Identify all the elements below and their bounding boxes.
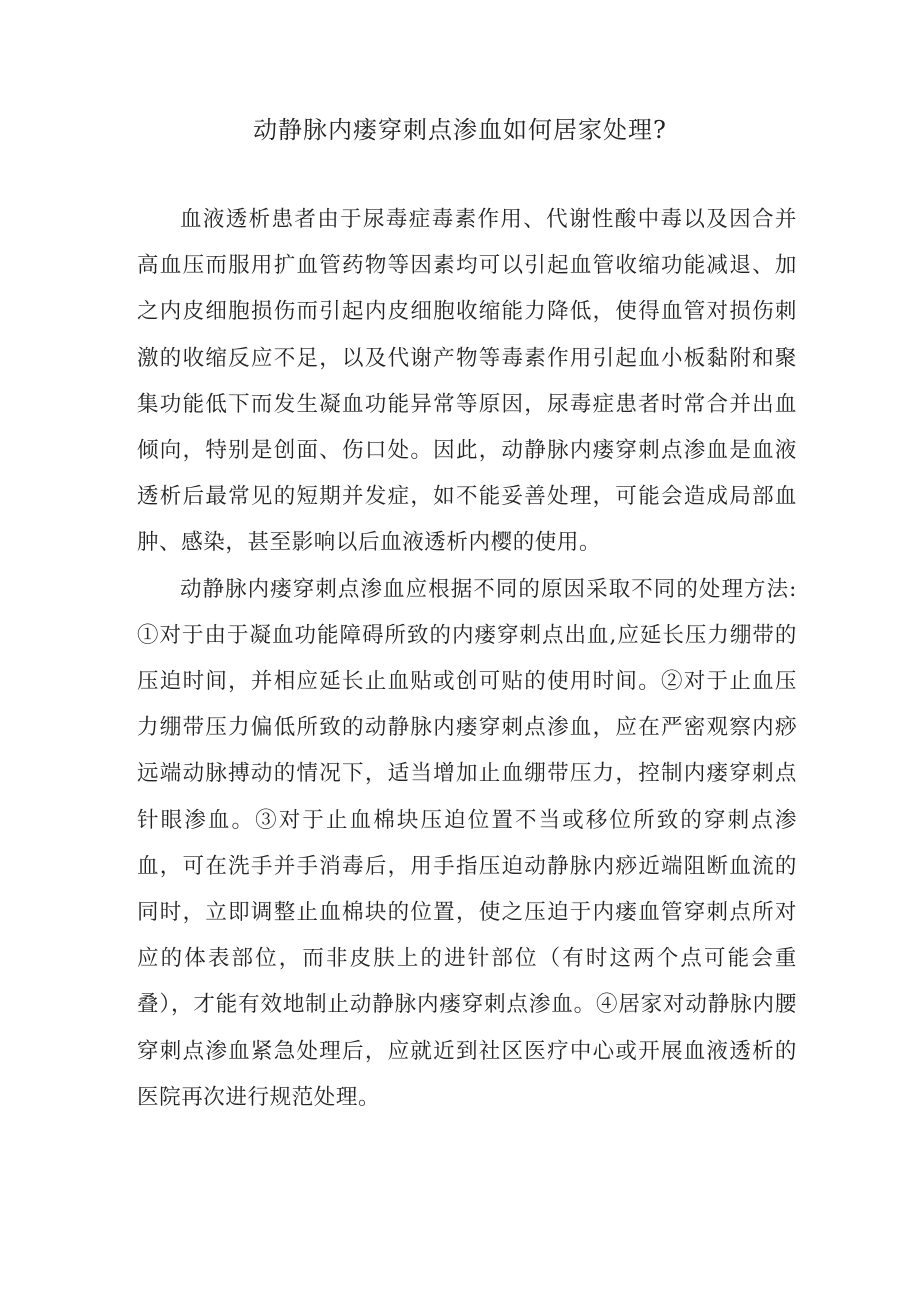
document-body [137, 197, 797, 1121]
paragraph-causes: 血液透析患者由于尿毒症毒素作用、代谢性酸中毒以及因合并高血压而服用扩血管药物等因素均可以引起血管收缩功能减退、加之内皮细胞损伤而引起内皮细胞收缩能力降低，使得血管对损伤刺激的收缩反应不足，以及代谢产物等毒素作用引起血小板黏附和聚集功能低下而发生凝血功能异常等原因，尿毒症患者时常合并出血倾向，特别是创面、伤口处。因此，动静脉内瘘穿刺点渗血是血液透析后最常见的短期并发症，如不能妥善处理，可能会造成局部血肿、感染，甚至影响以后血液透析内樱的使用。 [137, 207, 797, 556]
document-title: 动静脉内瘘穿刺点渗血如何居家处理? [253, 116, 667, 144]
paragraph-treatment: 动静脉内瘘穿刺点渗血应根据不同的原因采取不同的处理方法:①对于由于凝血功能障碍所致的内瘘穿刺点出血,应延长压力绷带的压迫时间，并相应延长止血贴或创可贴的使用时间。②对于止血压力绷带压力偏低所致的动静脉内瘘穿刺点渗血，应在严密观察内痧远端动脉搏动的情况下，适当增加止血绷带压力，控制内瘘穿刺点针眼渗血。③对于止血棉块压迫位置不当或移位所致的穿刺点渗血，可在洗手并手消毒后，用手指压迫动静脉内痧近端阻断血流的同时，立即调整止血棉块的位置，使之压迫于内瘘血管穿刺点所对应的体表部位，而非皮肤上的进针部位（有时这两个点可能会重叠），才能有效地制止动静脉内瘘穿刺点渗血。④居家对动静脉内腰穿刺点渗血紧急处理后，应就近到社区医疗中心或开展血液透析的医院再次进行规范处理。 [137, 576, 797, 1110]
